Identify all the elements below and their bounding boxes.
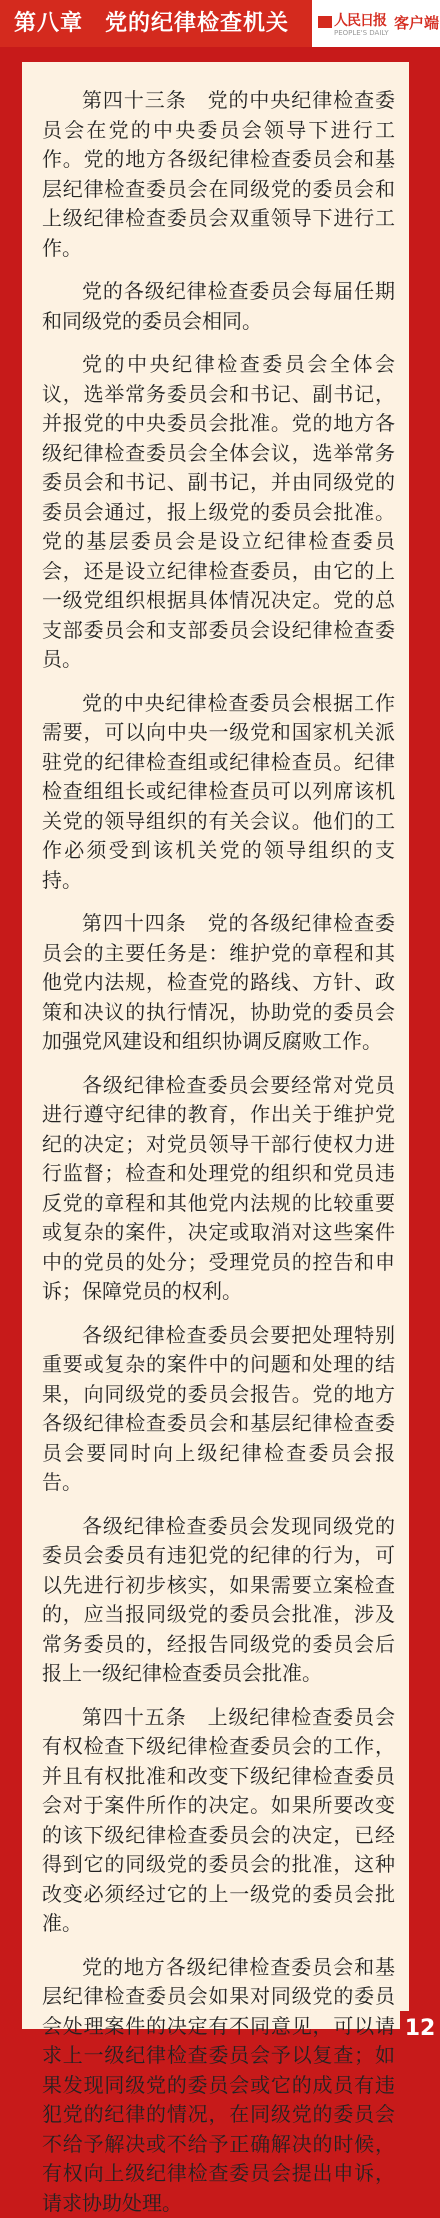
article-45-para-1: 第四十五条 上级纪律检查委员会有权检查下级纪律检查委员会的工作，并且有权批准和改变下级纪律检查委员会对于案件所作的决定。如果所要改变的该下级纪律检查委员会的决定，已经得到它的同级党的委员会的批准，这种改变必须经过它的上一级党的委员会批准。: [42, 1703, 395, 1939]
chapter-title: 党的纪律检查机关: [105, 11, 289, 36]
content-panel: [22, 62, 409, 2029]
article-45-para-2: 党的地方各级纪律检查委员会和基层纪律检查委员会如果对同级党的委员会处理案件的决定有不同意见，可以请求上一级纪律检查委员会予以复查；如果发现同级党的委员会或它的成员有违犯党的纪律的情况，在同级党的委员会不给予解决或不给予正确解决的时候，有权向上级纪律检查委员会提出申诉，请求协助处理。: [42, 1953, 395, 2218]
article-44-para-2: 各级纪律检查委员会要经常对党员进行遵守纪律的教育，作出关于维护党纪的决定；对党员领导干部行使权力进行监督；检查和处理党的组织和党员违反党的章程和其他党内法规的比较重要或复杂的案件，决定或取消对这些案件中的党员的处分；受理党员的控告和申诉；保障党员的权利。: [42, 1071, 395, 1307]
article-44-para-3: 各级纪律检查委员会要把处理特别重要或复杂的案件中的问题和处理的结果，向同级党的委员会报告。党的地方各级纪律检查委员会和基层纪律检查委员会要同时向上级纪律检查委员会报告。: [42, 1321, 395, 1498]
article-44-para-4: 各级纪律检查委员会发现同级党的委员会委员有违犯党的纪律的行为，可以先进行初步核实，如果需要立案检查的，应当报同级党的委员会批准，涉及常务委员的，经报告同级党的委员会后报上一级纪律检查委员会批准。: [42, 1512, 395, 1689]
client-label: 客户端: [394, 12, 439, 33]
article-43-para-3: 党的中央纪律检查委员会全体会议，选举常务委员会和书记、副书记，并报党的中央委员会批准。党的地方各级纪律检查委员会全体会议，选举常务委员会和书记、副书记，并由同级党的委员会通过，报上级党的委员会批准。党的基层委员会是设立纪律检查委员会，还是设立纪律检查委员，由它的上一级党组织根据具体情况决定。党的总支部委员会和支部委员会设纪律检查委员。: [42, 350, 395, 675]
article-43-para-1: 第四十三条 党的中央纪律检查委员会在党的中央委员会领导下进行工作。党的地方各级纪律检查委员会和基层纪律检查委员会在同级党的委员会和上级纪律检查委员会双重领导下进行工作。: [42, 86, 395, 263]
chapter-number: 第八章: [14, 11, 83, 36]
brand-subtitle: PEOPLE'S DAILY: [334, 29, 389, 37]
flag-icon: [318, 16, 332, 28]
article-43-para-2: 党的各级纪律检查委员会每届任期和同级党的委员会相同。: [42, 277, 395, 336]
brand-name: 人民日报: [334, 10, 386, 30]
peoples-daily-logo: [312, 0, 440, 47]
chapter-heading: [0, 0, 312, 47]
page-number: 12: [400, 2011, 440, 2047]
article-44-para-1: 第四十四条 党的各级纪律检查委员会的主要任务是：维护党的章程和其他党内法规，检查党的路线、方针、政策和决议的执行情况，协助党的委员会加强党风建设和组织协调反腐败工作。: [42, 909, 395, 1057]
article-43-para-4: 党的中央纪律检查委员会根据工作需要，可以向中央一级党和国家机关派驻党的纪律检查组或纪律检查员。纪律检查组组长或纪律检查员可以列席该机关党的领导组织的有关会议。他们的工作必须受到该机关党的领导组织的支持。: [42, 689, 395, 896]
header-bar: [0, 0, 440, 47]
